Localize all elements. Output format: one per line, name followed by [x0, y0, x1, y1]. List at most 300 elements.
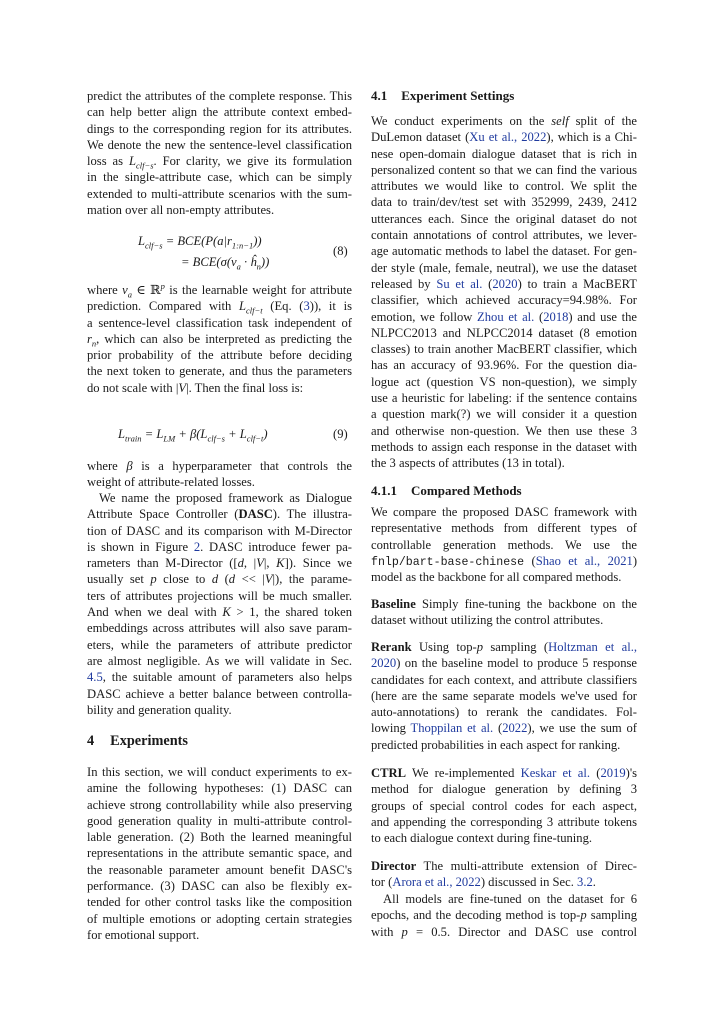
paragraph-dasc [87, 490, 352, 718]
text-line [87, 169, 352, 185]
text-run: age automatic methods to label the dataset. For gen- [371, 244, 637, 259]
paragraph-experiment-settings [371, 113, 637, 472]
math-term: p [401, 924, 408, 939]
text-line [371, 113, 637, 129]
italic-term: self [551, 114, 569, 128]
paragraph-classification-loss [87, 88, 352, 218]
citation-link[interactable]: 2020 [492, 276, 518, 291]
text-run: predicted probabilities in each aspect for ranking. [371, 737, 621, 752]
eq-sub: n [256, 261, 261, 272]
citation-link[interactable]: Xu et al., 2022 [469, 130, 547, 145]
text-line [371, 423, 637, 439]
citation-link[interactable]: 2 [193, 539, 201, 554]
citation-link[interactable]: 2018 [543, 309, 569, 324]
text-run: classes) to train another MacBERT classifier, which [371, 342, 637, 357]
equation-9-number: (9) [333, 427, 348, 441]
text-line [87, 186, 352, 202]
text-line [371, 858, 637, 874]
text-line [87, 571, 352, 587]
text-run: , | [243, 556, 257, 571]
text-run: |), the parame- [272, 572, 352, 587]
math-subscript: clf−s [135, 160, 154, 171]
text-line [87, 298, 352, 314]
eq-sub: clf−s [145, 240, 163, 251]
math-term: V [264, 572, 273, 587]
text-line [371, 406, 637, 422]
text-line [87, 282, 352, 298]
text-run: and appending the corresponding 3 attribute tokens [371, 814, 637, 829]
citation-link[interactable]: Su et al. [436, 276, 483, 291]
text-run: dings to the corresponding region for its attributes. [87, 121, 352, 136]
text-line [371, 798, 637, 814]
math-term: $L_{clf-t}$ [239, 299, 263, 316]
text-run: model as the backbone for all compared methods. [371, 570, 622, 585]
text-line [371, 374, 637, 390]
citation-link[interactable]: 2020 [371, 656, 397, 671]
text-line [371, 830, 637, 846]
text-run: = 0.5. Director and DASC use control [407, 924, 637, 939]
text-run: tended for other control tasks like the composition [87, 895, 352, 910]
citation-link[interactable]: 3 [303, 299, 310, 314]
text-run: released by [371, 276, 437, 291]
citation-link[interactable]: 2022 [502, 721, 528, 736]
text-line [371, 612, 637, 628]
citation-link[interactable]: Arora et al., 2022 [392, 875, 481, 890]
paragraph-ctrl [371, 765, 637, 846]
text-run: the 3 aspects of attributes (13 in total). [371, 456, 565, 471]
text-run: All models are fine-tuned on the dataset for 6 [383, 892, 637, 906]
math-term: d [237, 556, 244, 571]
text-run: in the single-attribute case, which can be simply [87, 170, 352, 185]
paragraph-baseline [371, 596, 637, 629]
text-run: > 1, the shared token [230, 605, 352, 620]
text-line [371, 720, 637, 736]
text-run: rameters than M-Director ([ [87, 556, 238, 571]
paragraph-rerank [371, 639, 637, 753]
text-run: The multi-attribute extension of Direc- [416, 859, 637, 873]
math-term: d [211, 572, 219, 587]
text-run: data to train/dev/test set with 352999, 2439, 2412 [371, 195, 637, 210]
math-term: d [228, 572, 236, 587]
text-run: where [87, 459, 127, 473]
text-run: lable generation. (2) Both the learned meaningful [87, 830, 352, 845]
math-term: V [178, 380, 187, 395]
text-line [87, 894, 352, 910]
math-term: β [126, 459, 133, 473]
text-line [87, 523, 352, 539]
text-run: DASC achieve a better balance between controlla- [87, 686, 352, 701]
eq-sub: LM [163, 433, 176, 444]
text-line [371, 211, 637, 227]
text-line [87, 458, 352, 474]
eq-term: + L [224, 427, 247, 441]
text-run: utterances each. Since the original dataset do not [371, 211, 637, 226]
eq-term: · ĥ [240, 255, 257, 269]
text-line [371, 688, 637, 704]
math-term: p [476, 640, 484, 654]
equation-8-line-2 [181, 255, 269, 270]
text-run: candidates for each context, and attribute classifiers [371, 672, 637, 687]
text-run: embeddings across attributes will also save param- [87, 621, 352, 636]
text-run: personalized content so that we can find the various [371, 162, 637, 177]
text-line [371, 874, 637, 890]
paragraph-beta [87, 458, 352, 491]
citation-link[interactable]: 2019 [600, 766, 626, 780]
eq-term: L [138, 234, 146, 248]
text-line [87, 331, 352, 347]
text-line [87, 686, 352, 702]
text-run: a question mark(?) we will consider it a question [371, 407, 637, 422]
text-line [371, 655, 637, 671]
text-run: to each dialogue context during fine-tuning. [371, 831, 593, 846]
text-run: Simply fine-tuning the backbone on the [415, 597, 637, 611]
text-run: ( [534, 309, 544, 324]
text-run: (Eq. ( [262, 299, 304, 314]
text-line [87, 153, 352, 169]
text-run: is the learnable weight for attribute [164, 283, 352, 297]
text-run: dataset without utilizing the control attributes. [371, 613, 604, 628]
text-line [371, 891, 637, 907]
text-line [371, 596, 637, 612]
text-line [87, 829, 352, 845]
text-run: emotion, we follow [371, 309, 478, 324]
citation-link[interactable]: Zhou et al. [477, 309, 535, 324]
text-line [87, 813, 352, 829]
text-line [371, 553, 637, 569]
text-line [371, 194, 637, 210]
text-run: are almost negligible. As we will validate in Sec. [87, 653, 352, 668]
text-run: is shown in Figure [87, 539, 194, 554]
text-run: performance. (3) DASC can also be flexibly ex- [87, 879, 352, 894]
text-run: ) [632, 553, 638, 568]
text-run: classifier, which achieved accuracy=94.98%. For [371, 293, 637, 308]
text-line [87, 202, 352, 218]
text-run: sampling ( [483, 640, 549, 654]
text-run: predict the attributes of the complete response. This [87, 89, 352, 103]
paragraph-training-details [371, 891, 637, 940]
text-run: with [371, 924, 402, 939]
text-line [371, 537, 637, 553]
section-heading-4-1 [371, 88, 514, 104]
text-run: the reasonable parameter amount benefit DASC's [87, 862, 352, 877]
eq-sub: clf−s [207, 433, 225, 444]
text-line [87, 653, 352, 669]
text-run: weight of attribute-related losses. [87, 475, 255, 490]
paragraph-compared-methods [371, 504, 637, 585]
text-run: ), which is a Chi- [546, 130, 637, 145]
text-run: and otherwise non-question. We then use these 3 [371, 423, 637, 438]
math-term: p [580, 908, 587, 923]
text-run: , the suitable amount of parameters also helps [102, 670, 352, 685]
text-run: In this section, we will conduct experiments to ex- [87, 765, 352, 779]
text-line [87, 588, 352, 604]
citation-link[interactable]: 4.5 [87, 670, 103, 685]
text-line [371, 146, 637, 162]
text-run: << | [235, 572, 265, 587]
text-run: nese open-domain dialogue dataset that is rich in [371, 146, 637, 161]
text-line [371, 129, 637, 145]
text-run: ∈ ℝ [132, 283, 161, 297]
text-run: do not scale with | [87, 380, 179, 395]
text-run: groups of special control codes for each aspect, [371, 798, 637, 813]
text-run: )), it is [309, 299, 352, 314]
eq-term: = L [141, 427, 164, 441]
eq-sub: a [236, 261, 241, 272]
text-line [371, 390, 637, 406]
bold-term: Baseline [371, 597, 416, 611]
text-line [371, 162, 637, 178]
text-line [87, 927, 352, 943]
text-line [371, 907, 637, 923]
section-heading-4 [87, 733, 188, 750]
eq-term: )) [260, 255, 270, 269]
equation-9-body [118, 427, 268, 442]
text-run: can help better align the attribute context embed- [87, 105, 352, 120]
text-run: a sentence-level classification task independent of [87, 315, 352, 330]
text-line [371, 243, 637, 259]
text-run: achieve strong controllability while also preserving [87, 797, 352, 812]
text-run: where [87, 283, 123, 297]
text-run: the next token to generate, and thus the parameters [87, 364, 352, 379]
math-subscript: n [91, 338, 97, 349]
eq-term: = BCE(P(a|r [162, 234, 232, 248]
text-line [371, 569, 637, 585]
text-line [371, 765, 637, 781]
math-term: $v_a$ [122, 283, 132, 300]
text-line [87, 539, 352, 555]
eq-sub: clf−t [246, 433, 264, 444]
text-line [87, 490, 352, 506]
text-line [87, 121, 352, 137]
text-line [87, 315, 352, 331]
bold-term: DASC [238, 507, 273, 522]
text-line [87, 88, 352, 104]
section-number: 4.1.1 [371, 483, 397, 498]
text-line [87, 911, 352, 927]
text-run: prior probability of the attribute before deciding [87, 348, 352, 363]
text-line [371, 178, 637, 194]
math-term: p [150, 572, 157, 587]
text-line [87, 702, 352, 718]
text-run: NLPCC2013 and NLPCC2014 dataset (8 emotion [371, 325, 637, 340]
text-run: ) discussed in Sec. [480, 875, 578, 890]
text-run: usually set [87, 572, 151, 587]
text-line [371, 672, 637, 688]
text-run: close to [156, 572, 212, 587]
citation-link[interactable]: Holtzman et al., [548, 640, 638, 654]
eq-term: ) [263, 427, 268, 441]
text-line [371, 260, 637, 276]
text-line [371, 276, 637, 292]
code-term: fnlp/bart-base-chinese [371, 555, 525, 569]
text-line [87, 669, 352, 685]
text-run: We compare the proposed DASC framework with [371, 505, 637, 519]
text-run: extended to multi-attribute scenarios with the sum- [87, 186, 352, 201]
text-line [87, 347, 352, 363]
eq-sub: train [125, 433, 142, 444]
text-run: is a hyperparameter that controls the [132, 459, 352, 473]
text-run: contain annotations of control attributes, we lever- [371, 228, 637, 243]
text-run: ( [590, 766, 601, 780]
bold-term: CTRL [371, 766, 406, 780]
section-number: 4.1 [371, 88, 388, 103]
math-term: V [256, 556, 264, 571]
text-run: |. Then the final loss is: [186, 380, 304, 395]
text-line [87, 474, 352, 490]
text-line [371, 504, 637, 520]
text-line [87, 137, 352, 153]
text-line [371, 737, 637, 753]
text-line [371, 439, 637, 455]
citation-link[interactable]: Shao et al., 2021 [535, 553, 633, 568]
text-run: . DASC introduce fewer pa- [200, 539, 352, 554]
text-run: for emotional support. [87, 927, 200, 942]
text-run: And when we deal with [87, 605, 223, 620]
text-line [371, 924, 637, 940]
paragraph-director [371, 858, 637, 891]
paragraph-where-va [87, 282, 352, 396]
text-line [371, 325, 637, 341]
text-run: of multiple emotions or adopting certain strategies [87, 911, 352, 926]
text-run: ( [493, 721, 503, 736]
text-run: , which can also be interpreted as predicting the [96, 331, 352, 346]
section-number: 4 [87, 733, 95, 749]
text-line [87, 104, 352, 120]
text-line [87, 620, 352, 636]
text-run: (here are the same separate models we've used for [371, 688, 637, 703]
text-run: representations in the attribute semantic space, and [87, 846, 352, 861]
text-line [87, 555, 352, 571]
text-run: eters, while the parameters of attribute predictor [87, 637, 352, 652]
text-run: ) and use the [568, 309, 638, 324]
text-run: ]). Since we [284, 556, 352, 571]
text-run: epochs, and the decoding method is top- [371, 908, 581, 923]
section-heading-4-1-1 [371, 483, 522, 499]
text-run: prediction. Compared with [87, 299, 240, 314]
text-run: method for dialogue generation by defining 3 [371, 782, 637, 797]
text-run: amine the following hypotheses: (1) DASC can [87, 781, 352, 796]
text-run: lowing [371, 721, 411, 736]
text-line [87, 637, 352, 653]
text-line [87, 604, 352, 620]
citation-link[interactable]: Keskar et al. [520, 766, 591, 780]
equation-8-line-1 [138, 234, 262, 249]
text-run: )'s [625, 766, 637, 780]
text-run: controllable generation methods. We use the [371, 537, 637, 552]
text-line [87, 764, 352, 780]
text-run: We denote the new the sentence-level classification [87, 137, 352, 152]
bold-term: Rerank [371, 640, 412, 654]
math-superscript: p [160, 280, 165, 291]
citation-link[interactable]: 3.2 [577, 875, 593, 890]
text-run: sampling [586, 908, 637, 923]
text-run: bility and generation quality. [87, 702, 232, 717]
text-run: ters of attributes projections will be much smaller. [87, 588, 352, 603]
citation-link[interactable]: Thoppilan et al. [410, 721, 494, 736]
text-run: Using top- [411, 640, 477, 654]
text-line [371, 781, 637, 797]
text-run: We conduct experiments on the [371, 114, 552, 128]
text-line [87, 845, 352, 861]
text-line [87, 862, 352, 878]
text-run: use a heuristic for labeling: if the sentence contains [371, 391, 637, 406]
paragraph-experiments-intro [87, 764, 352, 943]
text-run: ( [218, 572, 229, 587]
text-line [371, 292, 637, 308]
text-line [371, 639, 637, 655]
text-run: good generation quality in multi-attribute control- [87, 813, 352, 828]
text-line [371, 227, 637, 243]
math-term: $r_n$ [87, 331, 97, 349]
text-line [371, 814, 637, 830]
text-run: auto-annotations) to rerank the candidates. Fol- [371, 705, 637, 720]
equation-8-number: (8) [333, 244, 348, 258]
text-line [371, 520, 637, 536]
text-run: ) on the baseline model to produce 5 response [396, 656, 637, 671]
math-term: K [222, 605, 231, 620]
section-title: Compared Methods [411, 483, 522, 498]
text-line [87, 878, 352, 894]
math-term: $L_{clf-s}$ [128, 154, 154, 171]
text-line [87, 797, 352, 813]
eq-term: L [118, 427, 126, 441]
text-run: attributes we would like to control. We split the [371, 179, 637, 194]
text-run: der style (male, female, neutral), we use the dataset [371, 260, 637, 275]
text-run: . [592, 875, 596, 890]
text-run: ( [524, 553, 536, 568]
text-run: loss as [87, 154, 129, 169]
text-run: ( [482, 276, 493, 291]
eq-term: )) [253, 234, 262, 248]
section-title: Experiments [110, 733, 188, 749]
text-line [87, 780, 352, 796]
eq-sub: 1:n−1 [231, 240, 254, 251]
bold-term: Director [371, 859, 417, 873]
eq-term: + β(L [175, 427, 208, 441]
text-run: |, [263, 556, 277, 571]
text-run: tor ( [371, 875, 393, 890]
text-run: ). The illustra- [272, 507, 352, 522]
math-subscript: clf−t [246, 305, 263, 316]
text-run: representative methods from different types of [371, 521, 637, 536]
text-run: We name the proposed framework as Dialogue [99, 491, 352, 505]
section-title: Experiment Settings [401, 88, 515, 103]
text-line [87, 380, 352, 396]
text-run: We re-implemented [406, 766, 521, 780]
text-run: logue act (question VS non-question), we simply [371, 374, 637, 389]
eq-term: = BCE(σ(v [181, 255, 237, 269]
text-run: mation over all non-empty attributes. [87, 203, 275, 218]
text-line [371, 341, 637, 357]
text-line [87, 506, 352, 522]
text-run: tion of DASC and its comparison with M-Director [87, 523, 352, 538]
text-run: ) to train a MacBERT [517, 276, 637, 291]
text-run: methods to assign each response in the dataset with [371, 439, 637, 454]
text-run: ), we use the sum of [527, 721, 638, 736]
text-run: split of the [568, 114, 637, 128]
math-term: K [276, 556, 285, 571]
text-line [371, 309, 637, 325]
text-run: has an accuracy of 93.96%. For the question dia- [371, 358, 637, 373]
text-line [87, 363, 352, 379]
text-line [371, 357, 637, 373]
text-line [371, 455, 637, 471]
text-run: Attribute Space Controller ( [87, 507, 239, 522]
text-run: . For clarity, we give its formulation [153, 154, 352, 169]
text-run: DuLemon dataset ( [371, 130, 470, 145]
math-subscript: a [127, 289, 132, 300]
text-line [371, 704, 637, 720]
